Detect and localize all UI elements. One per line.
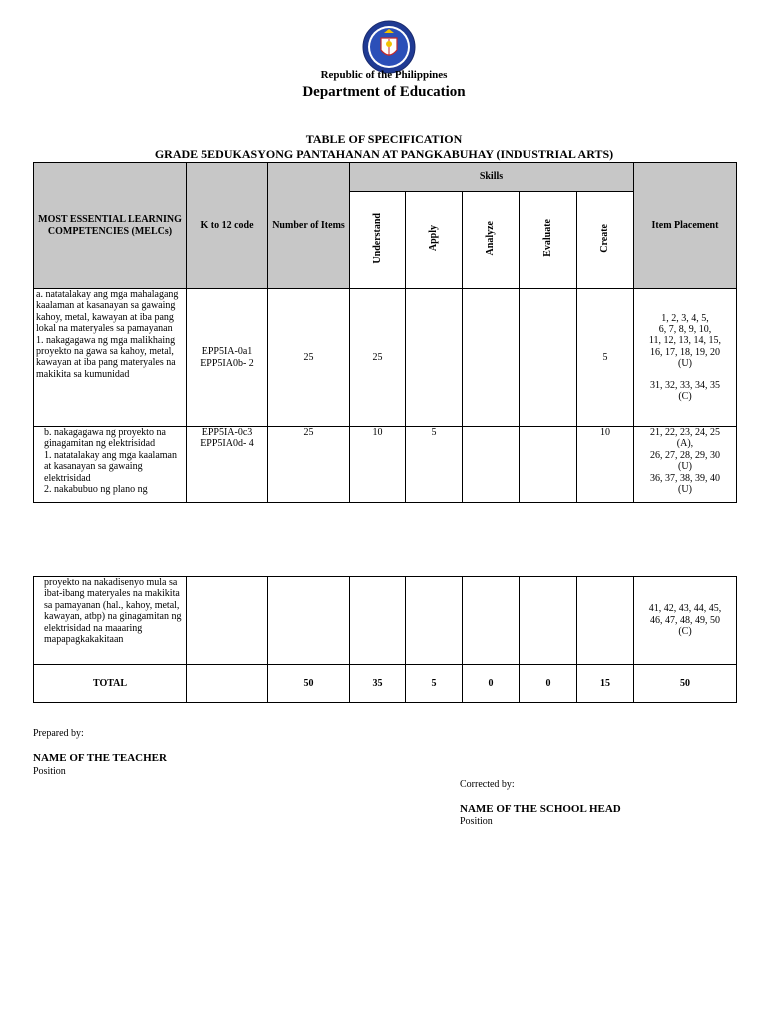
- analyze-cell: [463, 577, 520, 665]
- total-code: [187, 665, 268, 703]
- create-cell: 10: [577, 427, 634, 503]
- republic-heading: Republic of the Philippines: [320, 69, 448, 81]
- evaluate-cell: [520, 577, 577, 665]
- table-row: [34, 577, 737, 665]
- create-cell: 5: [577, 289, 634, 427]
- apply-cell: [406, 577, 463, 665]
- specification-table: [33, 162, 737, 503]
- skills-header: Skills: [350, 163, 634, 192]
- items-header: Number of Items: [268, 163, 350, 289]
- placement-text: 1, 2, 3, 4, 5, 6, 7, 8, 9, 10, 11, 12, 13, 14, 15, 16, 17, 18, 19, 20 (U): [648, 312, 722, 370]
- evaluate-header: Evaluate: [520, 192, 577, 289]
- total-create: 15: [577, 665, 634, 703]
- understand-cell: [350, 577, 406, 665]
- create-header: Create: [577, 192, 634, 289]
- understand-cell: 25: [350, 289, 406, 427]
- placement-cell: 21, 22, 23, 24, 25 (A), 26, 27, 28, 29, 30 (U) 36, 37, 38, 39, 40 (U): [634, 427, 737, 503]
- teacher-name: NAME OF THE TEACHER: [33, 752, 167, 764]
- total-apply: 5: [406, 665, 463, 703]
- department-heading: Department of Education: [302, 84, 466, 100]
- corrected-by-label: Corrected by:: [460, 779, 515, 790]
- apply-cell: 5: [406, 427, 463, 503]
- understand-cell: 10: [350, 427, 406, 503]
- placement-cell: 41, 42, 43, 44, 45, 46, 47, 48, 49, 50 (C): [634, 577, 737, 665]
- apply-cell: [406, 289, 463, 427]
- specification-table-continued: [33, 576, 737, 703]
- placement-cell: [634, 289, 737, 427]
- code-cell: [187, 577, 268, 665]
- melc-cell: proyekto na nakadisenyo mula sa ibat-ibang materyales na makikita sa pamayanan (hal., kahoy, metal, kawayan, atbp) na ginagamitan ng elektrisidad na maaaring mapapagkakakitaan: [34, 577, 187, 665]
- code-cell: EPP5IA-0c3 EPP5IA0d- 4: [187, 427, 268, 503]
- code-cell: EPP5IA-0a1 EPP5IA0b- 2: [187, 289, 268, 427]
- table-row: [34, 427, 737, 503]
- placement-header: Item Placement: [634, 163, 737, 289]
- total-row: [34, 665, 737, 703]
- school-head-name: NAME OF THE SCHOOL HEAD: [460, 803, 621, 815]
- placement-text: 31, 32, 33, 34, 35 (C): [650, 379, 720, 403]
- document-title: TABLE OF SPECIFICATION: [305, 132, 463, 146]
- total-understand: 35: [350, 665, 406, 703]
- table-row: [34, 289, 737, 427]
- melc-cell: b. nakagagawa ng proyekto na ginagamitan ng elektrisidad 1. natatalakay ang mga kaalaman at kasanayan sa gawaing elektrisidad 2. nakabubuo ng plano ng: [34, 427, 187, 503]
- evaluate-cell: [520, 289, 577, 427]
- teacher-position: Position: [33, 766, 66, 777]
- code-header: K to 12 code: [187, 163, 268, 289]
- school-head-position: Position: [460, 816, 493, 827]
- total-items: 50: [268, 665, 350, 703]
- create-cell: [577, 577, 634, 665]
- melc-cell: a. natatalakay ang mga mahalagang kaalaman at kasanayan sa gawaing kahoy, metal, kawayan at iba pang lokal na materyales sa pamayanan 1. nakagagawa ng mga malikhaing proyekto na gawa sa kahoy, metal, kawayan at iba pang materyales na makikita sa kumunidad: [34, 289, 187, 427]
- melc-header: MOST ESSENTIAL LEARNING COMPETENCIES (MELCs): [34, 163, 187, 289]
- items-cell: 25: [268, 289, 350, 427]
- evaluate-cell: [520, 427, 577, 503]
- document-subtitle: GRADE 5EDUKASYONG PANTAHANAN AT PANGKABUHAY (INDUSTRIAL ARTS): [154, 147, 614, 161]
- analyze-cell: [463, 289, 520, 427]
- items-cell: 25: [268, 427, 350, 503]
- analyze-header: Analyze: [463, 192, 520, 289]
- total-placement: 50: [634, 665, 737, 703]
- total-evaluate: 0: [520, 665, 577, 703]
- prepared-by-label: Prepared by:: [33, 728, 84, 739]
- items-cell: [268, 577, 350, 665]
- understand-header: Understand: [350, 192, 406, 289]
- total-analyze: 0: [463, 665, 520, 703]
- analyze-cell: [463, 427, 520, 503]
- deped-seal-icon: [362, 20, 416, 74]
- apply-header: Apply: [406, 192, 463, 289]
- total-label: TOTAL: [34, 665, 187, 703]
